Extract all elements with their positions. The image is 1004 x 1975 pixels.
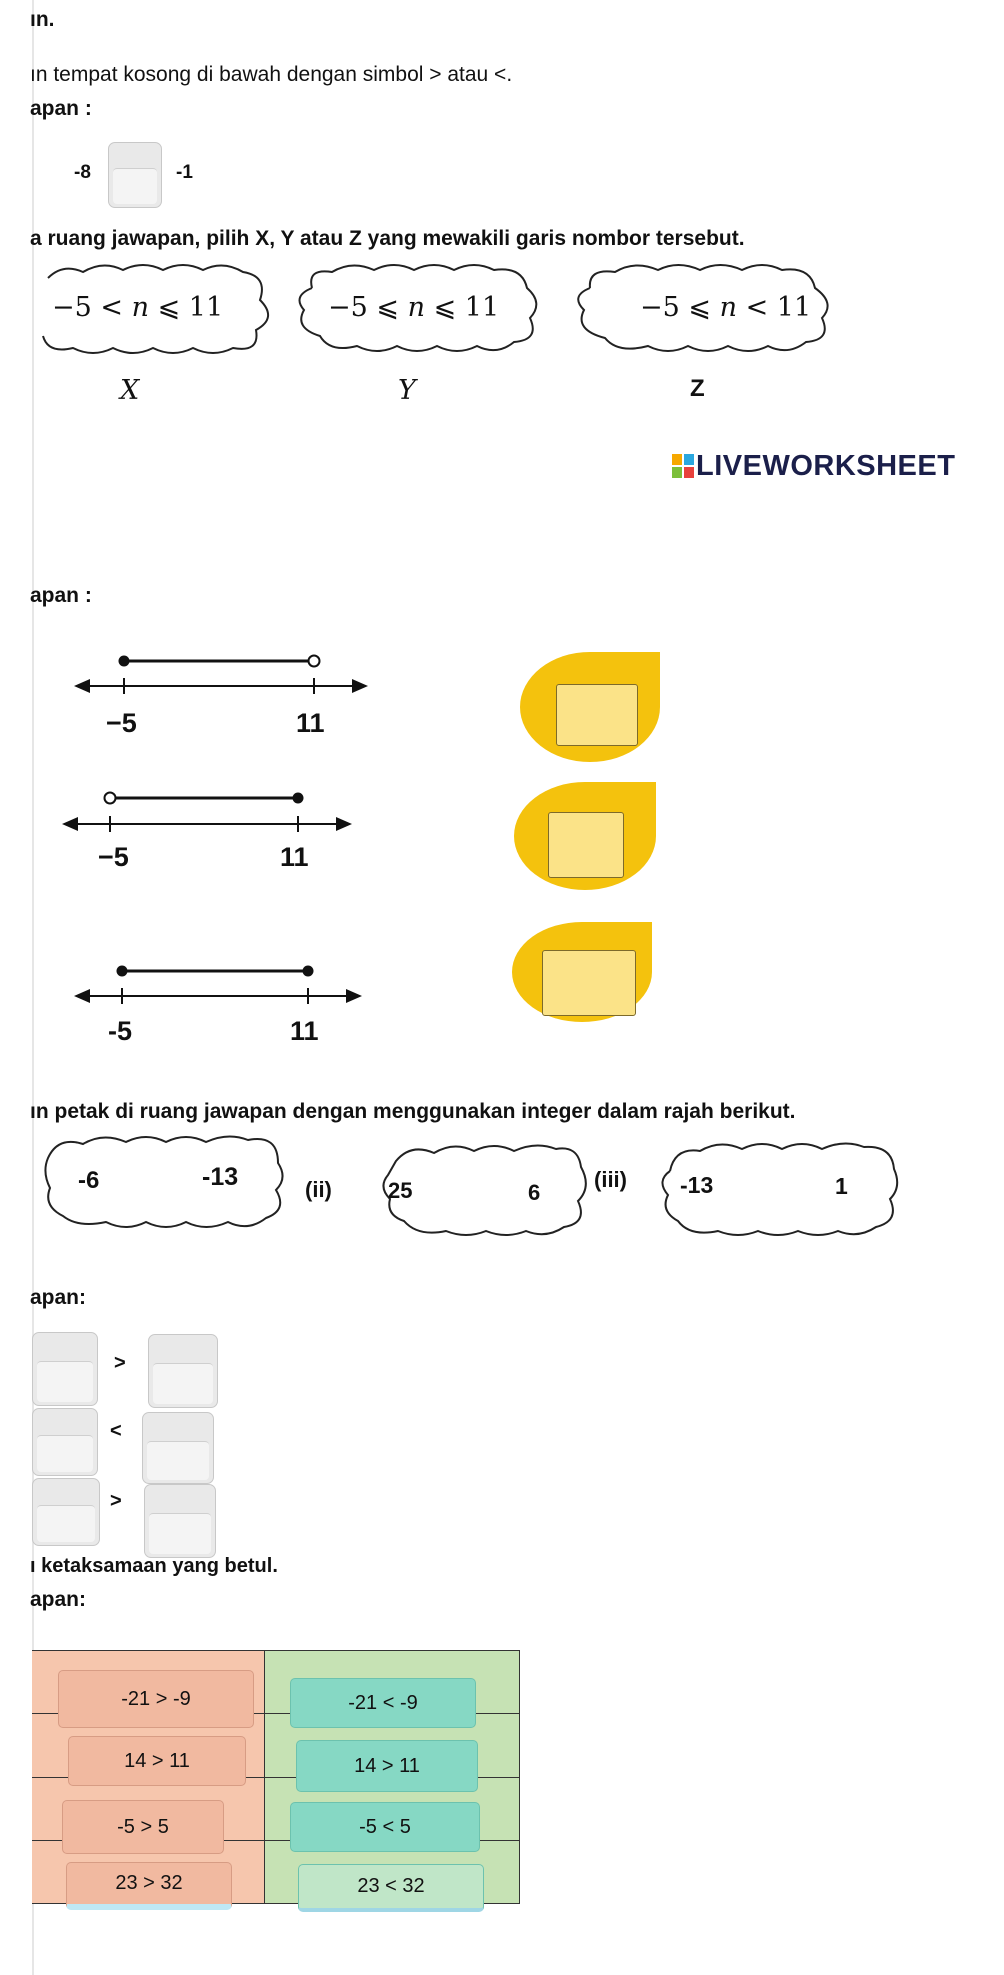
inequality-left-4[interactable]: 23 > 32 — [66, 1862, 232, 1910]
instruction-inequality: ı ketaksamaan yang betul. — [30, 1555, 278, 1577]
compare-1-symbol: > — [114, 1352, 126, 1374]
compare-2-symbol: < — [110, 1420, 122, 1442]
instruction-symbols: ın tempat kosong di bawah dengan simbol > atau <. — [30, 63, 513, 86]
nl1-left-label: −5 — [106, 708, 137, 738]
answer-label-4: apan: — [30, 1588, 87, 1611]
answer-drop-2 — [514, 782, 656, 890]
int-cloud-2-b: 6 — [528, 1180, 541, 1205]
inequality-left-2[interactable]: 14 > 11 — [68, 1736, 246, 1786]
nl2-left-label: −5 — [98, 842, 129, 872]
inequality-left-3[interactable]: -5 > 5 — [62, 1800, 224, 1854]
integer-cloud-1 — [38, 1128, 293, 1238]
cloud-z-text: −5 ⩽ n < 11 — [640, 292, 812, 323]
inequality-right-3[interactable]: -5 < 5 — [290, 1802, 480, 1852]
answer-box-2[interactable] — [548, 812, 624, 878]
nl2-right-label: 11 — [280, 842, 309, 872]
int-cloud-3-label: (iii) — [594, 1167, 627, 1192]
int-cloud-1-b: -13 — [202, 1163, 239, 1191]
q1-answer-box[interactable] — [108, 142, 162, 208]
answer-drop-1 — [520, 652, 660, 762]
q1-right-number: -1 — [176, 162, 193, 183]
nl3-left-label: -5 — [108, 1016, 133, 1046]
letter-y: Y — [398, 375, 416, 406]
int-cloud-1-a: -6 — [78, 1167, 100, 1194]
nl1-right-label: 11 — [296, 708, 325, 738]
inequality-right-2[interactable]: 14 > 11 — [296, 1740, 478, 1792]
compare-3-left-box[interactable] — [32, 1478, 100, 1546]
answer-label: apan : — [30, 97, 92, 120]
cloud-y-text: −5 ⩽ n ⩽ 11 — [328, 292, 500, 323]
compare-2-right-box[interactable] — [142, 1412, 214, 1484]
q1-left-number: -8 — [74, 162, 91, 183]
int-cloud-3-b: 1 — [835, 1173, 848, 1199]
answer-label-3: apan: — [30, 1286, 87, 1309]
inequality-left-1[interactable]: -21 > -9 — [58, 1670, 254, 1728]
instruction-integers: ın petak di ruang jawapan dengan menggunakan integer dalam rajah berikut. — [30, 1100, 796, 1123]
answer-drop-3 — [512, 922, 652, 1022]
compare-1-right-box[interactable] — [148, 1334, 218, 1408]
nl3-right-label: 11 — [290, 1016, 319, 1046]
compare-3-symbol: > — [110, 1490, 122, 1512]
answer-label-2: apan : — [30, 584, 92, 607]
liveworksheet-logo-icon — [672, 454, 694, 478]
letter-z: Z — [690, 375, 705, 402]
int-cloud-3-a: -13 — [680, 1172, 714, 1198]
letter-x: X — [120, 375, 140, 406]
compare-1-left-box[interactable] — [32, 1332, 98, 1406]
liveworksheet-watermark: LIVEWORKSHEET — [696, 450, 956, 482]
title-fragment: ın. — [30, 8, 55, 31]
inequality-right-4[interactable]: 23 < 32 — [298, 1864, 484, 1912]
compare-2-left-box[interactable] — [32, 1408, 98, 1476]
inequality-right-1[interactable]: -21 < -9 — [290, 1678, 476, 1728]
answer-box-3[interactable] — [542, 950, 636, 1016]
instruction-choose: a ruang jawapan, pilih X, Y atau Z yang mewakili garis nombor tersebut. — [30, 227, 745, 250]
compare-3-right-box[interactable] — [144, 1484, 216, 1558]
answer-box-1[interactable] — [556, 684, 638, 746]
int-cloud-2-a: 25 — [388, 1178, 413, 1203]
cloud-x-text: −5 < n ⩽ 11 — [52, 292, 224, 323]
int-cloud-2-label: (ii) — [305, 1177, 332, 1202]
